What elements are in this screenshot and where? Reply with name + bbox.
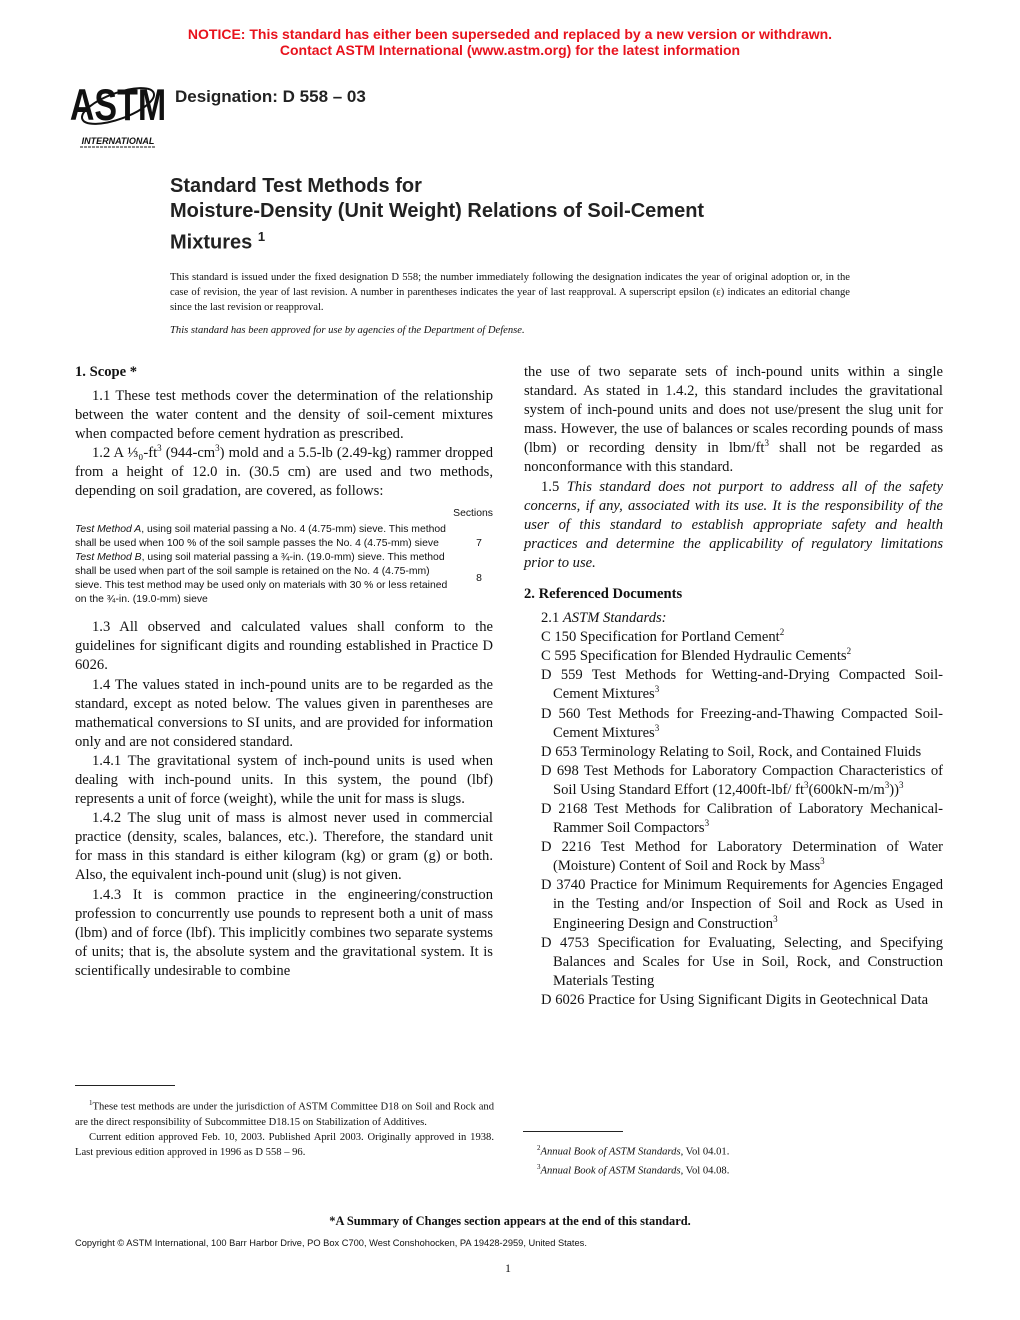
reference-list xyxy=(524,628,943,1010)
text-segment: the use of two separate sets of inch-pound units within a single standard. As stated in 1.4.2, this standard includes the gravitational system of inch-pound units and does not use/present the slug unit for mass. However, the use of balances or scales recording pounds of mass (lbm) or recording density in lbm/ft xyxy=(524,364,943,457)
reference-item xyxy=(524,666,943,704)
text-segment: , Vol 04.08. xyxy=(680,1165,730,1177)
para-number: 2.1 xyxy=(541,610,563,627)
text-segment: Annual Book of ASTM Standards xyxy=(540,1165,681,1177)
issuance-statement: This standard is issued under the fixed designation D 558; the number immediately following the designation indicates the year of original adoption or, in the case of revision, the year of last revision. A number in parentheses indicates the year of last reapproval. A superscript epsilon (ε) indicates an editorial change since the last revision or reapproval. xyxy=(170,272,850,314)
footnotes-left xyxy=(75,1096,494,1160)
title-line-2: Moisture-Density (Unit Weight) Relations of Soil-Cement xyxy=(170,200,705,222)
para-1-4: 1.4 The values stated in inch-pound units are to be regarded as the standard, except as noted below. The values given in parentheses are mathematical conversions to SI units, and are provided for information only and are not considered standard. xyxy=(75,676,493,750)
reference-item xyxy=(524,628,943,647)
text-segment: D 2216 Test Method for Laboratory Determination of Water (Moisture) Content of Soil and Rock by Mass xyxy=(541,839,943,875)
edition-note: Current edition approved Feb. 10, 2003. Published April 2003. Originally approved in 1938. Last previous edition approved in 1996 as D 558 – 96. xyxy=(75,1131,494,1158)
left-column xyxy=(75,363,493,981)
astm-logo xyxy=(69,76,167,148)
superscript: 2 xyxy=(779,627,785,638)
text-segment: D 653 Terminology Relating to Soil, Rock, and Contained Fluids xyxy=(541,743,922,760)
svg-text:INTERNATIONAL: INTERNATIONAL xyxy=(81,136,155,146)
text-segment: D 2168 Test Methods for Calibration of Laboratory Mechanical-Rammer Soil Compactors xyxy=(541,800,943,837)
superscript: 3 xyxy=(157,443,162,454)
reference-item xyxy=(524,705,943,743)
method-section: 7 xyxy=(476,537,482,549)
superscript: 3 xyxy=(215,443,220,454)
superscript: 3 xyxy=(899,780,904,791)
method-row xyxy=(75,551,493,607)
text-segment: (600kN-m/m xyxy=(808,781,885,798)
superscript: 3 xyxy=(773,913,778,924)
text-segment: C 150 Specification for Portland Cement xyxy=(541,629,780,646)
reference-item xyxy=(524,838,943,876)
superscript: 1 xyxy=(89,1099,93,1107)
superscript: 3 xyxy=(764,438,769,449)
text-segment: D 560 Test Methods for Freezing-and-Thawing Compacted Soil-Cement Mixtures xyxy=(541,705,943,741)
superscript: 2 xyxy=(537,1144,541,1152)
notice-line-1: NOTICE: This standard has either been superseded and replaced by a new version or withdrawn. xyxy=(187,26,833,42)
superscript: 2 xyxy=(846,646,852,657)
superscript: 3 xyxy=(654,722,660,733)
reference-item xyxy=(524,762,943,800)
method-name: Test Method A xyxy=(75,523,142,535)
footnote-rule-right xyxy=(523,1131,623,1132)
text-segment: shall not be regarded as nonconformance with this standard. xyxy=(524,440,943,476)
footnote-3 xyxy=(523,1160,942,1179)
text-segment: D 4753 Specification for Evaluating, Selecting, and Specifying Balances and Scales for Use in Soil, Rock, and Construction Materials Testing xyxy=(541,934,943,989)
method-row xyxy=(75,523,493,551)
text-segment: D 3740 Practice for Minimum Requirements for Agencies Engaged in the Testing and/or Inspection of Soil and Rock as Used in Engineering Design and Construction xyxy=(541,877,943,932)
title-line-3: Mixtures xyxy=(170,231,253,254)
dod-approval-note: This standard has been approved for use by agencies of the Department of Defense. xyxy=(170,325,525,336)
text-segment: C 595 Specification for Blended Hydraulic Cements xyxy=(541,648,847,665)
sections-header: Sections xyxy=(453,507,493,519)
page-number: 1 xyxy=(505,1261,511,1275)
superscript: 3 xyxy=(804,780,809,791)
superscript: 3 xyxy=(537,1162,541,1171)
text-segment: (944-cm xyxy=(161,445,216,462)
svg-text:ASTM: ASTM xyxy=(69,80,167,131)
para-1-4-3: 1.4.3 It is common practice in the engineering/construction profession to concurrently use pounds to represent both a unit of mass (lbm) and of force (lbf). This implicitly combines two separate systems of units; that is, the absolute system and the gravitational system. It is scientifically undesirable to combine xyxy=(75,886,493,979)
notice-line-2: Contact ASTM International (www.astm.org) for the latest information xyxy=(279,42,741,58)
reference-item xyxy=(524,800,943,838)
footnote-1 xyxy=(75,1096,494,1130)
text-segment: Annual Book of ASTM Standards xyxy=(540,1146,681,1158)
reference-item xyxy=(524,743,943,762)
method-text: , using soil material passing a No. 4 (4.75-mm) sieve. This method shall be used when 100 % of the soil sample passes the No. 4 (4.75-mm) sieve xyxy=(75,523,446,549)
scope-heading: 1. Scope * xyxy=(75,364,138,380)
para-1-5 xyxy=(524,478,943,573)
reference-item xyxy=(524,991,943,1010)
para-1-2 xyxy=(75,444,493,501)
document-title xyxy=(170,174,704,256)
reference-item xyxy=(524,934,943,991)
text-segment: D 6026 Practice for Using Significant Digits in Geotechnical Data xyxy=(541,991,929,1008)
title-line-1: Standard Test Methods for xyxy=(170,175,422,197)
safety-statement: This standard does not purport to address all of the safety concerns, if any, associated with its use. It is the responsibility of the user of this standard to establish appropriate safety and health practices and determine the applicability of regulatory limitations prior to use. xyxy=(524,478,943,571)
para-1-1: 1.1 These test methods cover the determination of the relationship between the water content and the density of soil-cement mixtures when compacted before cement hydration as prescribed. xyxy=(75,388,493,443)
reference-item xyxy=(524,647,943,666)
copyright: Copyright © ASTM International, 100 Barr Harbor Drive, PO Box C700, West Conshohocken, PA 19428-2959, United States. xyxy=(75,1238,587,1248)
footnote-rule-left xyxy=(75,1085,175,1086)
text-segment: These test methods are under the jurisdiction of ASTM Committee D18 on Soil and Rock and are the direct responsibility of Subcommittee D18.15 on Stabilization of Additives. xyxy=(75,1101,494,1128)
para-1-4-1: 1.4.1 The gravitational system of inch-pound units is used when dealing with inch-pound units. In this system, the pound (lbf) represents a unit of force (weight), while the unit for mass is slugs. xyxy=(75,752,493,808)
superscript: 3 xyxy=(820,856,825,867)
test-methods-table xyxy=(75,507,493,608)
summary-of-changes-note: *A Summary of Changes section appears at the end of this standard. xyxy=(329,1214,691,1228)
superscript: 3 xyxy=(704,818,710,829)
footnotes-right xyxy=(523,1141,942,1178)
designation: Designation: D 558 – 03 xyxy=(175,87,366,106)
text-segment: , Vol 04.01. xyxy=(680,1146,730,1158)
para-1-4-2: 1.4.2 The slug unit of mass is almost never used in commercial practice (density, scales, balances, etc.). Therefore, the standard unit for mass in this standard is either kilogram (kg) or gram (g) or both. Also, the equivalent inch-pound unit (slug) is not given. xyxy=(75,810,493,884)
astm-standards-label: ASTM Standards: xyxy=(562,610,667,627)
withdrawn-notice xyxy=(0,26,1020,58)
title-footnote-mark: 1 xyxy=(257,229,266,244)
para-1-3: 1.3 All observed and calculated values shall conform to the guidelines for significant digits and rounding established in Practice D 6026. xyxy=(75,619,493,674)
text-segment: )) xyxy=(889,781,899,798)
reference-item xyxy=(524,876,943,933)
superscript: 3 xyxy=(654,684,660,695)
para-number: 1.5 xyxy=(541,478,567,495)
method-text: , using soil material passing a ¾-in. (19.0-mm) sieve. This method shall be used when part of the soil sample is retained on the No. 4 (4.75-mm) sieve. This test method may be used only on materials with 30 % or less retained on the ¾-in. (19.0-mm) sieve xyxy=(75,551,448,606)
method-section: 8 xyxy=(476,572,482,584)
para-2-1 xyxy=(524,609,943,628)
referenced-documents-heading: 2. Referenced Documents xyxy=(524,586,683,603)
footnote-2 xyxy=(523,1141,942,1160)
text-segment: ) mold and a 5.5-lb (2.49-kg) rammer dropped from a height of 12.0 in. (30.5 cm) are used and two methods, depending on soil gradation, are covered, as follows: xyxy=(75,445,494,500)
para-continuation xyxy=(524,363,943,478)
right-column xyxy=(524,363,943,1010)
text-segment: 1.2 A ⅓₀-ft xyxy=(92,445,158,462)
superscript: 3 xyxy=(884,780,890,791)
method-name: Test Method B xyxy=(75,551,142,563)
text-segment: D 559 Test Methods for Wetting-and-Drying Compacted Soil-Cement Mixtures xyxy=(541,667,943,703)
text-segment: D 698 Test Methods for Laboratory Compaction Characteristics of Soil Using Standard Effort (12,400ft-lbf/ ft xyxy=(541,762,943,798)
